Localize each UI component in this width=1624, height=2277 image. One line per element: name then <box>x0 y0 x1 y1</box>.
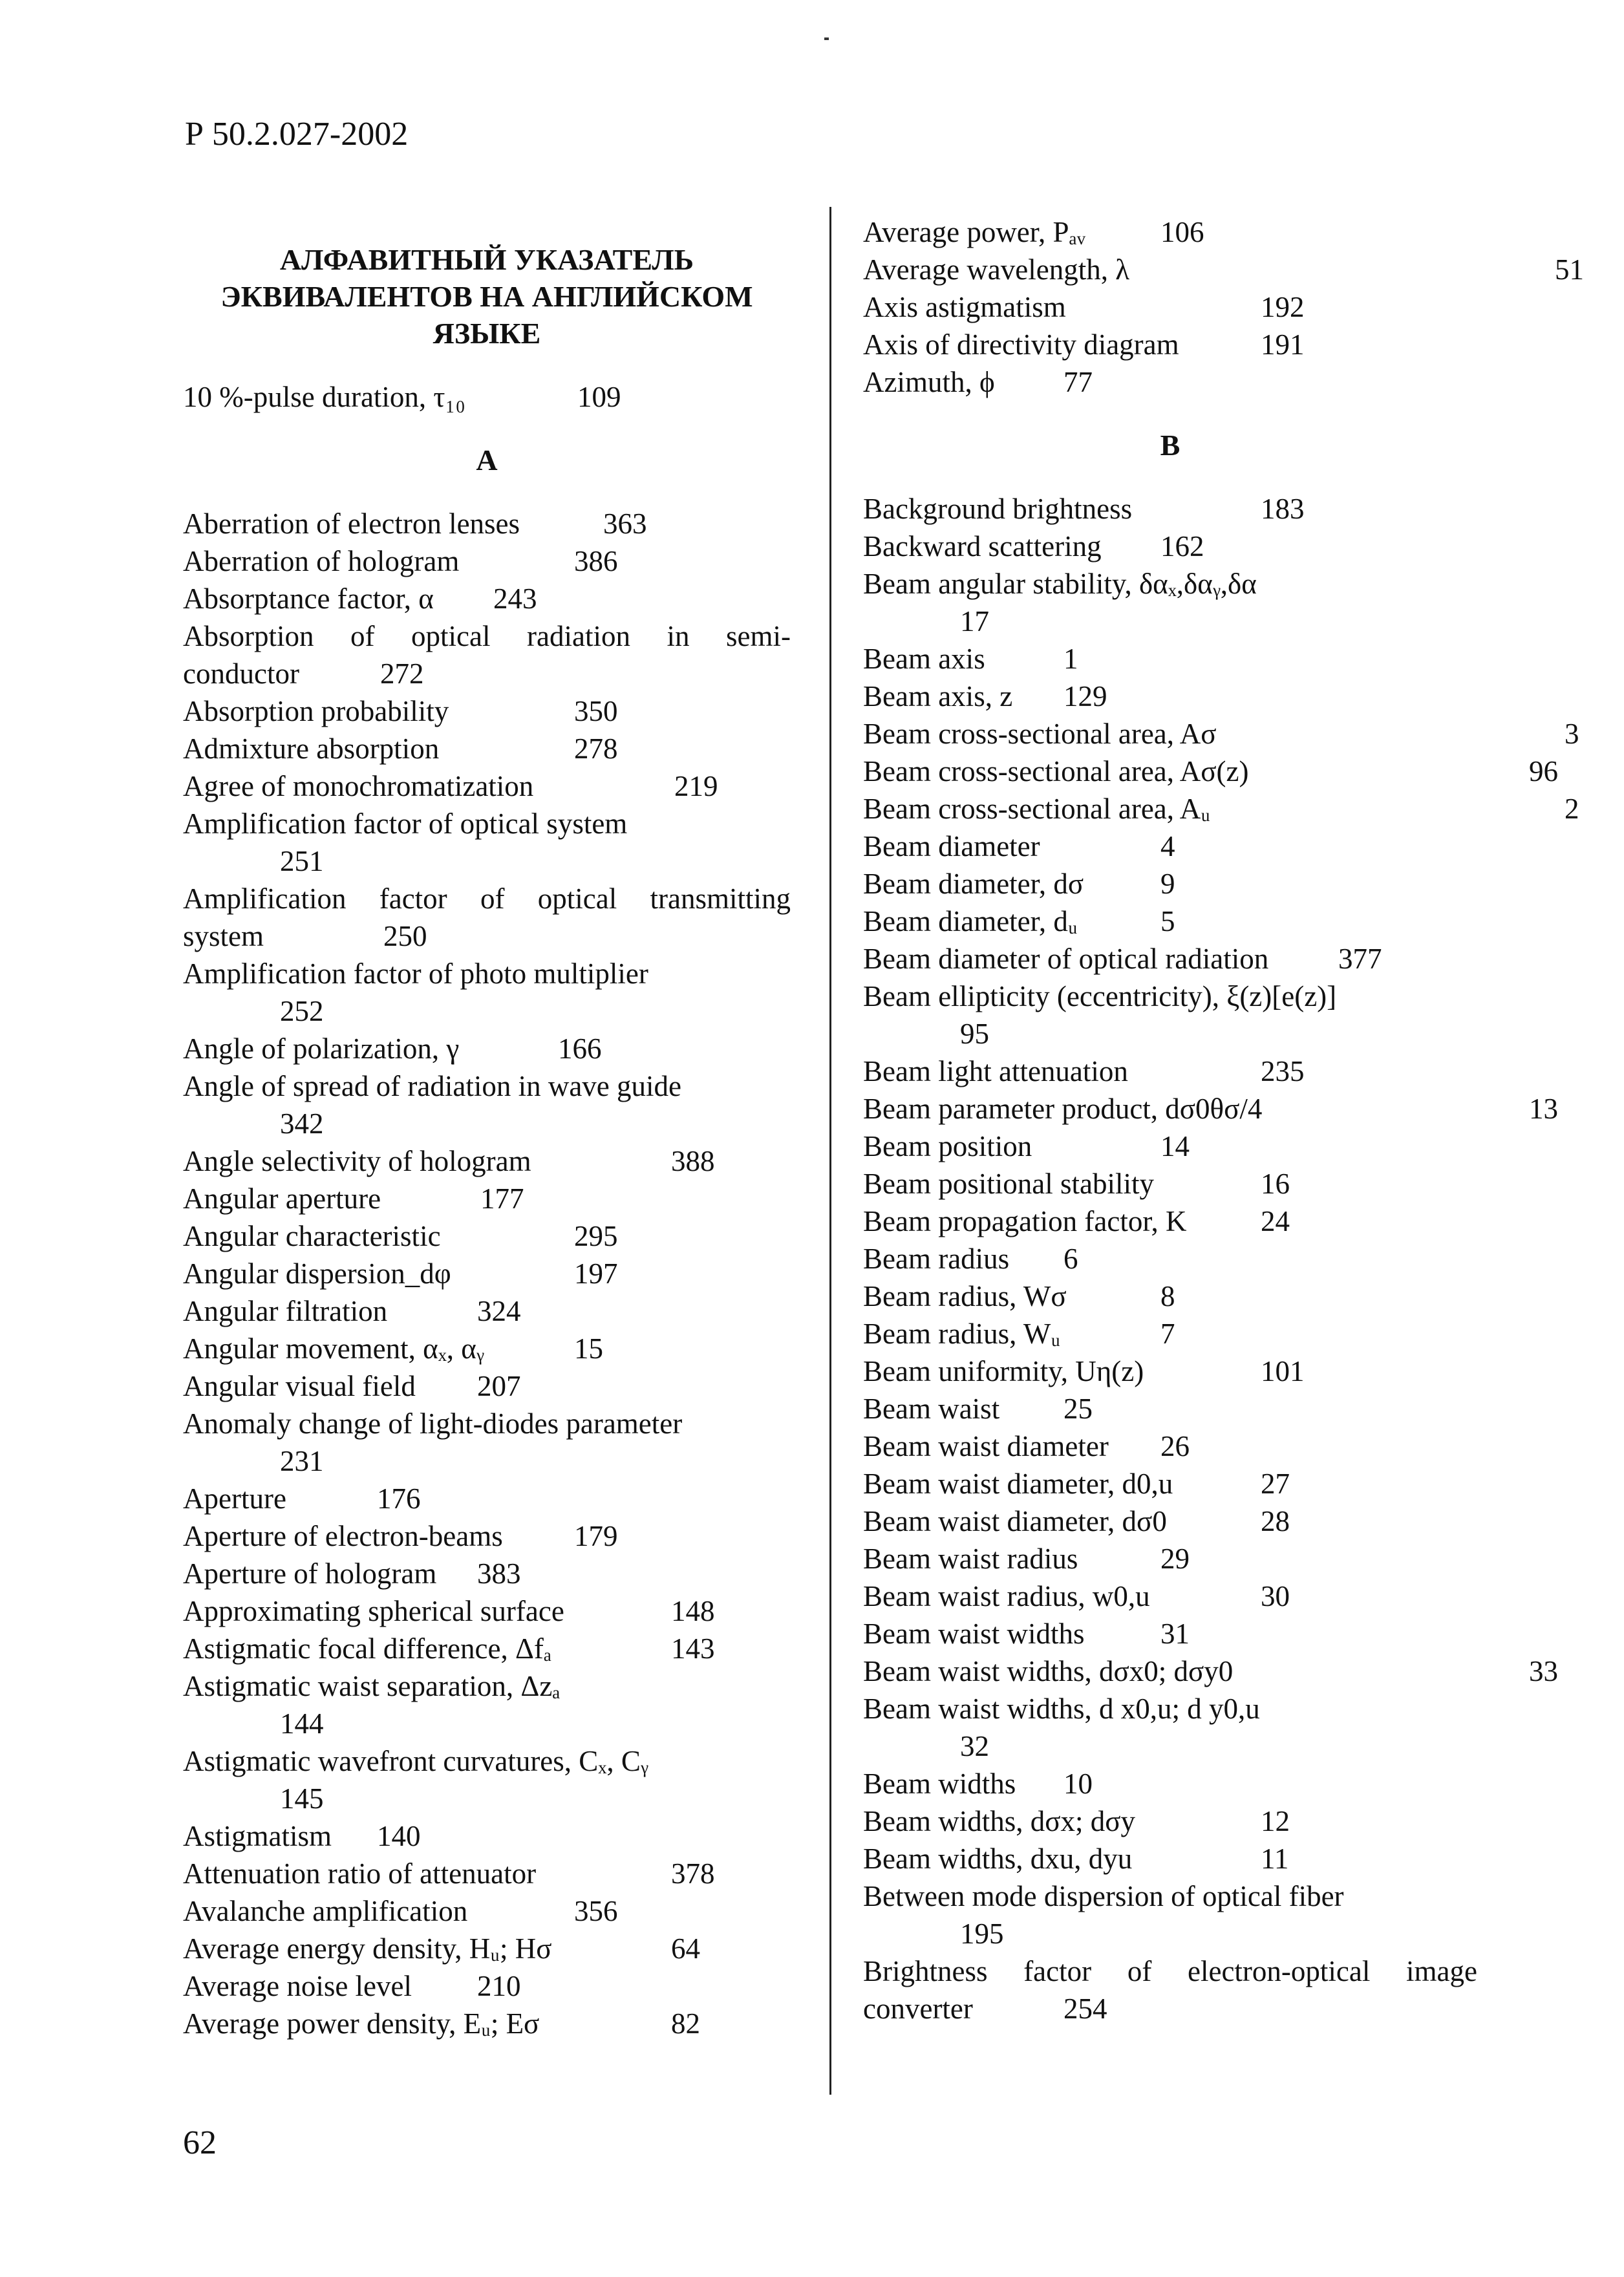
entry-page: 148 <box>671 1595 715 1627</box>
index-entry <box>863 251 1584 288</box>
entry-page: 28 <box>1261 1505 1290 1537</box>
index-entry <box>863 528 1477 565</box>
entry-page: 15 <box>574 1332 603 1365</box>
index-entry <box>183 1892 791 1930</box>
entry-page: 82 <box>671 2007 700 2040</box>
index-entry <box>183 767 791 805</box>
entry-page: 195 <box>960 1918 1004 1950</box>
index-entry <box>863 1952 1477 2027</box>
index-entry <box>183 617 791 692</box>
entry-term: Angle selectivity of hologram <box>183 1145 531 1177</box>
entry-page: 32 <box>960 1730 989 1762</box>
entry-page: 77 <box>1063 366 1093 398</box>
index-entry <box>863 978 1477 1053</box>
index-entry <box>183 880 791 955</box>
index-entry <box>863 1090 1558 1128</box>
entry-term-continued: converter <box>863 1993 973 2025</box>
entry-term: Beam cross-sectional area, Aᵤ <box>863 793 1211 825</box>
index-entry <box>183 1367 791 1405</box>
entry-term: Angular visual field <box>183 1370 416 1402</box>
entry-term: Average wavelength, λ <box>863 253 1130 286</box>
index-entry <box>183 1330 791 1367</box>
index-entry <box>863 1390 1477 1427</box>
entry-page: 30 <box>1261 1580 1290 1612</box>
entry-page: 179 <box>574 1520 618 1552</box>
index-entry <box>183 1217 791 1255</box>
column-divider <box>829 207 831 2095</box>
title-line: АЛФАВИТНЫЙ УКАЗАТЕЛЬ <box>279 243 694 276</box>
index-entry <box>183 730 791 767</box>
entry-term: Beam positional stability <box>863 1168 1154 1200</box>
index-title <box>183 241 791 352</box>
entry-term: Angular dispersion_dφ <box>183 1257 451 1290</box>
entry-term: Beam waist widths <box>863 1618 1085 1650</box>
entry-page: 251 <box>280 845 324 877</box>
index-entry <box>863 213 1477 251</box>
index-entry <box>863 1690 1477 1765</box>
entry-page: 33 <box>1529 1655 1558 1687</box>
index-entry <box>183 1742 791 1817</box>
entry-term: Amplification factor of optical system <box>183 807 628 840</box>
index-entry <box>183 1480 791 1517</box>
entry-page: 106 <box>1160 216 1204 248</box>
index-entry <box>183 1667 791 1742</box>
entry-page: 250 <box>383 920 427 952</box>
section-letter: B <box>1160 429 1181 462</box>
entry-page: 350 <box>574 695 618 727</box>
entry-page: 197 <box>574 1257 618 1290</box>
entry-page: 10 <box>1063 1768 1093 1800</box>
entry-page: 278 <box>574 732 618 765</box>
entry-term: Aberration of hologram <box>183 545 460 577</box>
entry-term: Absorption probability <box>183 695 449 727</box>
entry-page: 96 <box>1529 755 1558 787</box>
index-entry <box>863 1128 1477 1165</box>
entry-page: 219 <box>674 770 718 802</box>
entry-page: 144 <box>280 1707 324 1740</box>
entry-term: Angular aperture <box>183 1182 381 1215</box>
entry-page: 383 <box>477 1557 521 1590</box>
entry-page: 95 <box>960 1018 989 1050</box>
entry-term: Astigmatic focal difference, Δfₐ <box>183 1632 552 1665</box>
entry-page: 25 <box>1063 1393 1093 1425</box>
entry-term: Background brightness <box>863 493 1133 525</box>
index-entry <box>863 678 1477 715</box>
scan-dot <box>824 37 829 40</box>
entry-page: 6 <box>1063 1243 1078 1275</box>
entry-page: 26 <box>1160 1430 1190 1462</box>
entry-page: 16 <box>1261 1168 1290 1200</box>
entry-term: Avalanche amplification <box>183 1895 468 1927</box>
entry-term: Beam waist <box>863 1393 1000 1425</box>
entry-term: Beam waist diameter <box>863 1430 1109 1462</box>
entry-term: Beam widths <box>863 1768 1016 1800</box>
index-entry <box>183 692 791 730</box>
index-entry <box>863 1203 1477 1240</box>
index-entry <box>183 1067 791 1142</box>
index-entry <box>863 1427 1477 1465</box>
entry-page: 377 <box>1338 943 1382 975</box>
entry-term: Beam diameter <box>863 830 1040 862</box>
index-entry <box>183 1967 791 2005</box>
index-entry <box>863 288 1477 326</box>
entry-term: Approximating spherical surface <box>183 1595 564 1627</box>
entry-term: Beam radius, Wᵤ <box>863 1318 1061 1350</box>
index-entry <box>863 1053 1477 1090</box>
entry-page: 145 <box>280 1782 324 1815</box>
index-entry <box>183 2005 791 2042</box>
entry-term: Beam waist widths, d x0,u; d y0,u <box>863 1693 1260 1725</box>
entry-list <box>863 490 1579 2027</box>
entry-term: Absorptance factor, α <box>183 583 434 615</box>
entry-term: Astigmatic waist separation, Δzₐ <box>183 1670 561 1702</box>
entry-page: 231 <box>280 1445 324 1477</box>
index-entry <box>863 1765 1477 1802</box>
entry-term: Beam waist diameter, dσ0 <box>863 1505 1167 1537</box>
index-entry <box>863 363 1477 401</box>
entry-term: Beam radius <box>863 1243 1010 1275</box>
entry-page: 140 <box>377 1820 421 1852</box>
index-entry <box>863 1277 1477 1315</box>
entry-term: Average noise level <box>183 1970 412 2002</box>
entry-page: 378 <box>671 1857 715 1890</box>
entry-page: 386 <box>574 545 618 577</box>
entry-term: 10 %-pulse duration, τ₁₀ <box>183 381 465 413</box>
entry-page: 324 <box>477 1295 521 1327</box>
index-entry <box>183 378 791 416</box>
entry-term: Beam axis, z <box>863 680 1013 712</box>
entry-page: 177 <box>480 1182 524 1215</box>
entry-term: Beam propagation factor, K <box>863 1205 1187 1237</box>
entry-page: 5 <box>1160 905 1175 937</box>
index-entry <box>863 865 1477 903</box>
right-column <box>863 213 1584 2027</box>
entry-term: Between mode dispersion of optical fiber <box>863 1880 1344 1912</box>
entry-page: 388 <box>671 1145 715 1177</box>
entry-page: 129 <box>1063 680 1107 712</box>
entry-term: Angle of polarization, γ <box>183 1032 460 1065</box>
index-entry <box>183 1630 791 1667</box>
entry-term: Axis astigmatism <box>863 291 1066 323</box>
entry-term: Angular characteristic <box>183 1220 441 1252</box>
entry-page: 235 <box>1261 1055 1305 1087</box>
entry-page: 272 <box>380 657 424 690</box>
index-entry <box>863 1840 1477 1877</box>
entry-page: 192 <box>1261 291 1305 323</box>
entry-term: Angular movement, αₓ, αᵧ <box>183 1332 484 1365</box>
entry-page: 295 <box>574 1220 618 1252</box>
entry-term: Average power density, Eᵤ; Eσ <box>183 2007 540 2040</box>
entry-page: 31 <box>1160 1618 1190 1650</box>
entry-term: Beam uniformity, Uη(z) <box>863 1355 1144 1387</box>
entry-term: Beam cross-sectional area, Aσ(z) <box>863 755 1249 787</box>
entry-term: Beam angular stability, δαₓ,δαᵧ,δα <box>863 568 1257 600</box>
entry-term: Beam parameter product, dσ0θσ/4 <box>863 1093 1263 1125</box>
entry-term: Beam radius, Wσ <box>863 1280 1067 1312</box>
title-line: ЯЗЫКЕ <box>433 317 541 350</box>
index-entry <box>183 1142 791 1180</box>
index-entry <box>183 1817 791 1855</box>
entry-term: Amplification factor of optical transmitting <box>183 882 791 915</box>
entry-page: 210 <box>477 1970 521 2002</box>
entry-term: Aperture of hologram <box>183 1557 437 1590</box>
left-column <box>183 213 791 2042</box>
entry-page: 356 <box>574 1895 618 1927</box>
entry-page: 1 <box>1063 643 1078 675</box>
entry-page: 14 <box>1160 1130 1190 1162</box>
index-entry <box>863 326 1477 363</box>
entry-term: Angle of spread of radiation in wave guide <box>183 1070 681 1102</box>
entry-page: 9 <box>1160 868 1175 900</box>
entry-term: Backward scattering <box>863 530 1102 562</box>
entry-page: 29 <box>1160 1543 1190 1575</box>
index-entry <box>863 640 1477 678</box>
entry-term: Attenuation ratio of attenuator <box>183 1857 537 1890</box>
entry-term: Agree of monochromatization <box>183 770 534 802</box>
entry-page: 252 <box>280 995 324 1027</box>
entry-term: Average energy density, Hᵤ; Hσ <box>183 1932 552 1965</box>
entry-term: Beam widths, dσx; dσy <box>863 1805 1135 1837</box>
entry-list <box>183 505 791 2042</box>
entry-term: Amplification factor of photo multiplier <box>183 957 648 990</box>
entry-page: 166 <box>558 1032 602 1065</box>
entry-page: 176 <box>377 1482 421 1515</box>
index-entry <box>863 1615 1477 1652</box>
entry-term: Beam diameter of optical radiation <box>863 943 1269 975</box>
index-entry <box>183 542 791 580</box>
entry-term: Beam axis <box>863 643 985 675</box>
entry-term: Beam waist widths, dσx0; dσy0 <box>863 1655 1234 1687</box>
entry-page: 207 <box>477 1370 521 1402</box>
entry-term: Anomaly change of light-diodes parameter <box>183 1407 683 1440</box>
entry-page: 342 <box>280 1107 324 1140</box>
entry-term: Beam widths, dxu, dyu <box>863 1843 1133 1875</box>
entry-page: 191 <box>1261 328 1305 361</box>
entry-page: 7 <box>1160 1318 1175 1350</box>
index-entry <box>183 1555 791 1592</box>
index-entry <box>863 828 1477 865</box>
entry-term: Beam light attenuation <box>863 1055 1128 1087</box>
entry-page: 4 <box>1160 830 1175 862</box>
index-entry <box>183 1030 791 1067</box>
entry-term: Aberration of electron lenses <box>183 508 520 540</box>
index-entry <box>863 940 1477 978</box>
entry-term: Axis of directivity diagram <box>863 328 1179 361</box>
index-entry <box>863 1652 1558 1690</box>
entry-page: 17 <box>960 605 989 637</box>
entry-term: Average power, Pₐᵥ <box>863 216 1086 248</box>
entry-page: 363 <box>603 508 647 540</box>
entry-term: Aperture <box>183 1482 286 1515</box>
entry-page: 3 <box>1565 718 1579 750</box>
entry-term: Beam position <box>863 1130 1032 1162</box>
index-entry <box>183 1255 791 1292</box>
index-entry <box>183 1292 791 1330</box>
index-entry <box>183 580 791 617</box>
entry-term-continued: conductor <box>183 657 299 690</box>
index-entry <box>183 505 791 542</box>
index-entry <box>863 790 1579 828</box>
index-entry <box>863 1802 1477 1840</box>
index-entry <box>863 1877 1477 1952</box>
index-entry <box>863 565 1477 640</box>
entry-term: Angular filtration <box>183 1295 388 1327</box>
entry-term: Astigmatism <box>183 1820 332 1852</box>
entry-page: 64 <box>671 1932 700 1965</box>
entry-term: Astigmatic wavefront curvatures, Cₓ, Cᵧ <box>183 1745 648 1777</box>
index-entry <box>183 955 791 1030</box>
page-number: 62 <box>183 2124 217 2161</box>
entry-term: Brightness factor of electron-optical image <box>863 1955 1477 1987</box>
index-entry <box>183 1930 791 1967</box>
entry-page: 24 <box>1261 1205 1290 1237</box>
entry-page: 143 <box>671 1632 715 1665</box>
entry-page: 254 <box>1063 1993 1107 2025</box>
index-entry <box>183 1180 791 1217</box>
entry-term: Absorption of optical radiation in semi- <box>183 620 791 652</box>
title-line: ЭКВИВАЛЕНТОВ НА АНГЛИЙСКОМ <box>220 280 753 313</box>
entry-term: Admixture absorption <box>183 732 440 765</box>
entry-page: 162 <box>1160 530 1204 562</box>
entry-term: Beam waist radius <box>863 1543 1078 1575</box>
index-entry <box>863 715 1579 753</box>
index-entry <box>863 1465 1477 1502</box>
entry-term: Beam diameter, dσ <box>863 868 1084 900</box>
entry-page: 2 <box>1565 793 1579 825</box>
index-entry <box>863 1502 1477 1540</box>
index-entry <box>863 1240 1477 1277</box>
index-entry <box>183 1855 791 1892</box>
entry-page: 183 <box>1261 493 1305 525</box>
index-entry <box>863 753 1558 790</box>
entry-page: 12 <box>1261 1805 1290 1837</box>
index-entry <box>183 1405 791 1480</box>
index-entry <box>183 805 791 880</box>
entry-page: 101 <box>1261 1355 1305 1387</box>
entry-term: Beam waist radius, w0,u <box>863 1580 1150 1612</box>
index-entry <box>863 1315 1477 1352</box>
entry-term: Beam diameter, dᵤ <box>863 905 1078 937</box>
index-entry <box>863 903 1477 940</box>
document-code: Р 50.2.027-2002 <box>185 116 409 153</box>
entry-page: 27 <box>1261 1468 1290 1500</box>
entry-page: 243 <box>493 583 537 615</box>
index-entry <box>863 490 1477 528</box>
entry-page: 109 <box>577 381 621 413</box>
index-entry <box>863 1540 1477 1577</box>
entry-page: 51 <box>1555 253 1584 286</box>
entry-term: Aperture of electron-beams <box>183 1520 503 1552</box>
entry-term: Beam cross-sectional area, Aσ <box>863 718 1217 750</box>
entry-page: 11 <box>1261 1843 1289 1875</box>
index-entry <box>183 1517 791 1555</box>
entry-term: Beam waist diameter, d0,u <box>863 1468 1173 1500</box>
index-entry <box>183 1592 791 1630</box>
entry-term-continued: system <box>183 920 264 952</box>
index-entry <box>863 1165 1477 1203</box>
entry-page: 8 <box>1160 1280 1175 1312</box>
entry-term: Beam ellipticity (eccentricity), ξ(z)[e(z)] <box>863 980 1337 1012</box>
entry-page: 13 <box>1529 1093 1558 1125</box>
entry-list <box>863 213 1584 401</box>
section-letter: A <box>476 444 498 476</box>
entry-term: Azimuth, ϕ <box>863 366 995 398</box>
index-entry <box>863 1577 1477 1615</box>
index-entry <box>863 1352 1477 1390</box>
